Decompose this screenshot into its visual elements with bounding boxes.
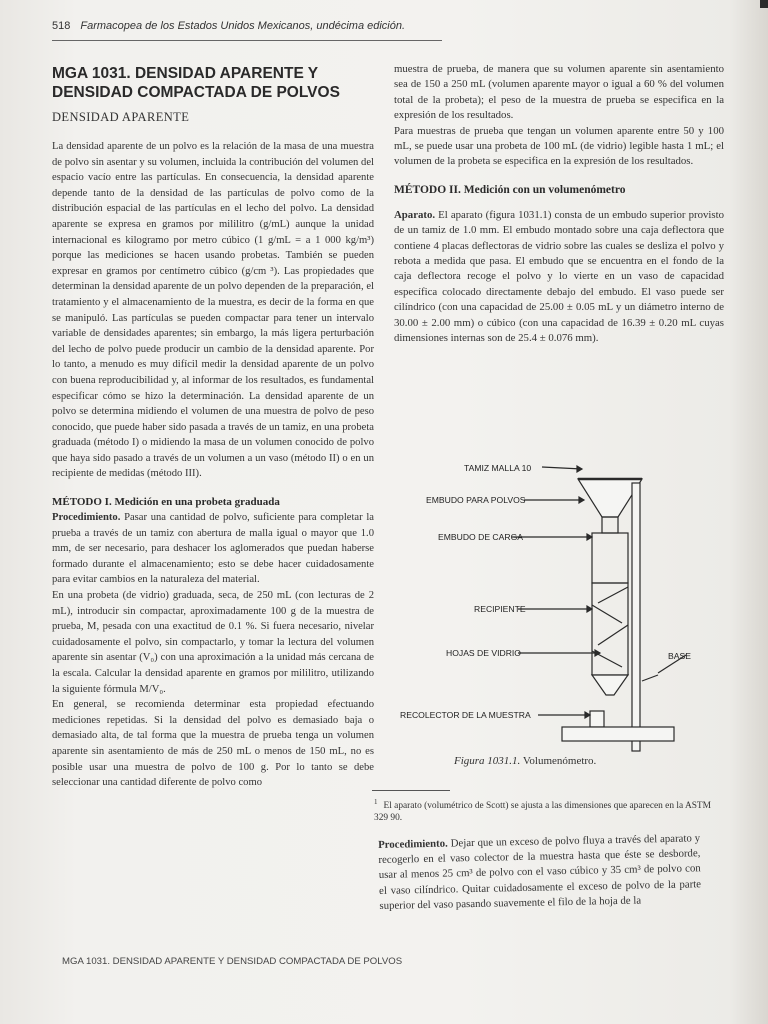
small-sample-paragraph: Para muestras de prueba que tengan un volumen aparente entre 50 y 100 mL, se puede usar una probeta de 100 mL (de vidrio) legible hasta 1 mL; el volumen de la probeta se especifica en la expresión de los resultados. <box>394 124 724 168</box>
continued-paragraph: muestra de prueba, de manera que su volumen aparente sin asentamiento sea de 150 a 250 mL (volumen aparente mayor o igual a 60 % del volumen total de la probeta); el peso de la muestra de prueba se especifica en la expresión de los resultados. <box>394 63 724 122</box>
procedure-2-label: Procedimiento. <box>378 837 448 851</box>
label-sample-collector: RECOLECTOR DE LA MUESTRA <box>400 710 531 720</box>
label-glass-plates: HOJAS DE VIDRIO <box>446 648 521 658</box>
running-footer: MGA 1031. DENSIDAD APARENTE Y DENSIDAD COMPACTADA DE POLVOS <box>62 956 403 967</box>
left-column <box>52 64 374 791</box>
procedure-text-2: En una probeta (de vidrio) graduada, seca, de 250 mL (con lecturas de 2 mL), introducir sin compactar, aproximadamente 100 g de la muestra de prueba, M, pesada con una exactitud de 0.1 %. Si fuera necesario, nivelar cuidadosamente el polvo, sin compactarlo, y tomar la lectura del volumen aparente sin asentar (V₀) con una aproximación a la unidad más cercana de la escala. Calcular la densidad aparente en gramos por mililitro, utilizando la siguiente fórmula M/V₀. <box>52 590 374 695</box>
publication-title: Farmacopea de los Estados Unidos Mexicanos, undécima edición. <box>80 20 406 32</box>
method-1-procedure <box>52 510 374 588</box>
header-rule <box>52 40 442 41</box>
label-sieve: TAMIZ MALLA 10 <box>464 463 532 473</box>
page-number: 518 <box>52 20 71 32</box>
right-column <box>394 62 724 347</box>
figure-caption <box>454 755 596 767</box>
section-heading: DENSIDAD APARENTE <box>52 110 190 124</box>
corner-mark <box>760 0 768 8</box>
apparatus-paragraph <box>394 208 724 347</box>
apparatus-label: Aparato. <box>394 208 436 221</box>
footnote-rule <box>372 790 450 791</box>
method-2-heading: MÉTODO II. Medición con un volumenómetro <box>394 183 626 196</box>
procedure-text-3: En general, se recomienda determinar esta propiedad efectuando mediciones repetidas. Si la densidad del polvo es demasiado baja o demasiado alta, de tal forma que la muestra de prueba tenga un volumen aparente sin asentamiento de más de 250 mL o menos de 150 mL, no es posible usar una muestra de polvo de 100 g. Por lo tanto se debe seleccionar una cantidad diferente de polvo como <box>52 699 374 789</box>
label-base: BASE <box>668 651 691 661</box>
apparatus-text: El aparato (figura 1031.1) consta de un embudo superior provisto de un tamiz de 1.0 mm. El embudo montado sobre una caja deflectora que contiene 4 placas deflectoras de vidrio sobre las cuales se desliza el polvo y rebota a medida que pasa. El embudo que se encuentra en el fondo de la caja deflectora recoge el polvo y lo vierte en un vaso de capacidad específica colocado directamente debajo del embudo. El vaso puede ser cilíndrico (con una capacidad de 25.00 ± 0.05 mL y un diámetro interno de 30.00 ± 2.00 mm) o cúbico (con una capacidad de 16.39 ± 0.20 mL cuyas dimensiones internas son de 25.4 ± 0.076 mm). <box>394 208 724 345</box>
procedure-text-1: Pasar una cantidad de polvo, suficiente para completar la prueba a través de un tamiz con abertura de malla igual o mayor que 1.0 mm, de ser necesario, para deshacer los aglomerados que puedan haberse formado durante el almacenamiento; esto se debe hacer cuidadosamente para evitar cambios en la naturaleza del material. <box>52 512 374 586</box>
figure-number: Figura 1031.1. <box>454 755 521 767</box>
chapter-title <box>52 64 374 102</box>
method-1-heading: MÉTODO I. Medición en una probeta graduada <box>52 496 280 509</box>
footnote <box>374 796 726 824</box>
procedure-2-text: Dejar que un exceso de polvo fluya a través del aparato y recogerlo en el vaso colector de la muestra hasta que éste se desborde, usar al menos 25 cm³ de polvo con el vaso cúbico y 35 cm³ de polvo con el vaso cilíndrico. Quitar cuidadosamente el exceso de polvo de la parte superior del vaso pasando suavemente el filo de la hoja de la <box>378 832 702 912</box>
figure-title: Volumenómetro. <box>522 755 597 767</box>
volumenometer-figure <box>396 455 726 765</box>
method-2-procedure <box>378 831 702 914</box>
label-loading-funnel: EMBUDO DE CARGA <box>438 532 523 542</box>
label-container: RECIPIENTE <box>474 604 526 614</box>
procedure-label: Procedimiento. <box>52 512 121 524</box>
chapter-title-line-2: DENSIDAD COMPACTADA DE POLVOS <box>52 84 340 101</box>
footnote-text: El aparato (volumétrico de Scott) se ajusta a las dimensiones que aparecen en la ASTM 329 90. <box>374 801 711 824</box>
intro-paragraph: La densidad aparente de un polvo es la relación de la masa de una muestra de polvo sin asentar y su volumen, incluida la contribución del volumen del espacio vacío entre las partículas. En consecuencia, la densidad aparente depende tanto de la densidad de las partículas de polvo como de la distribución espacial de las partículas en el lecho del polvo. La densidad aparente se expresa en gramos por mililitro (g/mL) aunque la unidad internacional es kilogramo por metro cúbico (1 g/mL = a 1 000 kg/m³) porque las mediciones se hacen usando probetas. También se pueden expresar en gramos por centímetro cúbico (g/cm ³). Las propiedades que determinan la densidad aparente de un polvo dependen de la preparación, el tratamiento y el almacenamiento de la muestra, es decir de la forma en que se manipuló. Las partículas se pueden compactar para tener un intervalo variable de densidades aparentes; sin embargo, la más ligera perturbación del lecho de polvo puede producir un cambio de la densidad aparente. Por lo tanto, a menudo es muy difícil medir la densidad aparente de un polvo con buena reproducibilidad y, al informar de los resultados, es fundamental especificar cómo se hizo la determinación. La densidad aparente de un polvo se determina midiendo el volumen de una muestra de polvo de peso conocido, que puede haber sido pasada a través de un tamiz, en una probeta graduada (método I) o midiendo la masa de un volumen conocido de polvo que haya sido pasado a través de un volumen a un vaso (método II) o en un recipiente de medidas (método III). <box>52 141 374 480</box>
chapter-title-line-1: MGA 1031. DENSIDAD APARENTE Y <box>52 65 319 82</box>
label-powder-funnel: EMBUDO PARA POLVOS <box>426 495 526 505</box>
footnote-marker: 1 <box>374 798 378 806</box>
running-header <box>52 20 452 32</box>
